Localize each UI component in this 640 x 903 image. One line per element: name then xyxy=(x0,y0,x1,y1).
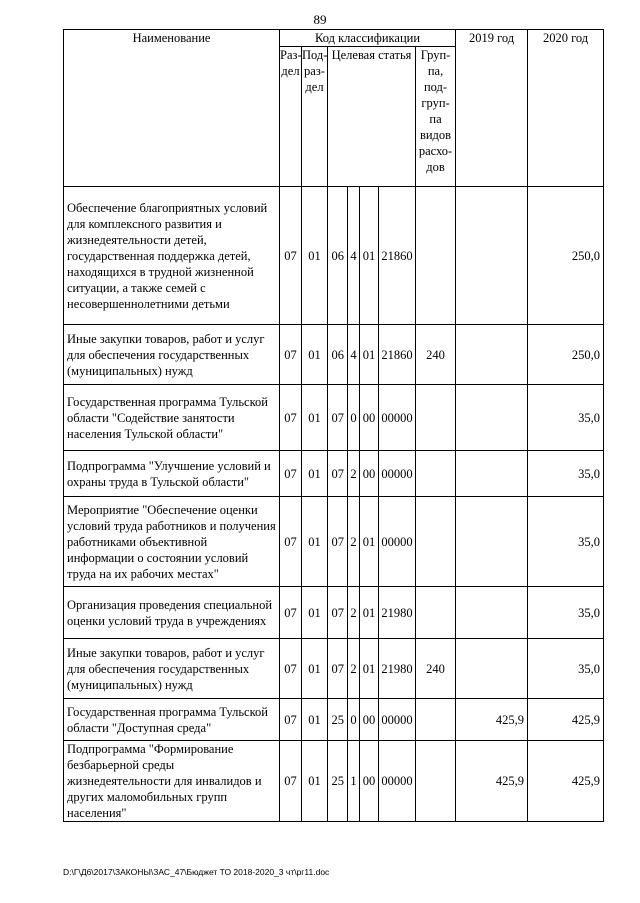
row-name: Государственная программа Тульской области "Содействие занятости населения Тульской области" xyxy=(64,385,280,451)
row-podrazdel: 01 xyxy=(302,741,328,822)
row-celevaya-direction: 21860 xyxy=(379,187,416,325)
row-podrazdel: 01 xyxy=(302,187,328,325)
row-value-2019: 425,9 xyxy=(456,741,528,822)
row-vid-rashodov xyxy=(416,587,456,639)
row-value-2020: 250,0 xyxy=(528,325,604,385)
row-celevaya-program: 06 xyxy=(328,187,348,325)
row-value-2019 xyxy=(456,325,528,385)
row-celevaya-event: 00 xyxy=(360,385,379,451)
table-row xyxy=(64,699,604,741)
row-value-2020: 35,0 xyxy=(528,497,604,587)
row-celevaya-direction: 00000 xyxy=(379,385,416,451)
row-vid-rashodov xyxy=(416,497,456,587)
row-value-2020: 425,9 xyxy=(528,741,604,822)
row-celevaya-subprogram: 4 xyxy=(348,325,360,385)
row-name: Иные закупки товаров, работ и услуг для обеспечения государственных (муниципальных) нужд xyxy=(64,325,280,385)
row-name: Мероприятие "Обеспечение оценки условий труда работников и получения работниками объективной информации о состоянии условий труда на их рабочих местах" xyxy=(64,497,280,587)
row-celevaya-event: 01 xyxy=(360,325,379,385)
row-name: Организация проведения специальной оценки условий труда в учреждениях xyxy=(64,587,280,639)
row-celevaya-direction: 21980 xyxy=(379,639,416,699)
row-value-2019 xyxy=(456,497,528,587)
row-celevaya-direction: 00000 xyxy=(379,497,416,587)
header-celevaya-statya: Целевая статья xyxy=(328,47,416,187)
row-podrazdel: 01 xyxy=(302,699,328,741)
row-celevaya-subprogram: 2 xyxy=(348,587,360,639)
row-name: Иные закупки товаров, работ и услуг для обеспечения государственных (муниципальных) нужд xyxy=(64,639,280,699)
row-razdel: 07 xyxy=(280,497,302,587)
row-celevaya-subprogram: 1 xyxy=(348,741,360,822)
row-celevaya-direction: 21860 xyxy=(379,325,416,385)
row-name: Подпрограмма "Формирование безбарьерной среды жизнедеятельности для инвалидов и других маломобильных групп населения" xyxy=(64,741,280,822)
row-name: Государственная программа Тульской области "Доступная среда" xyxy=(64,699,280,741)
row-celevaya-event: 01 xyxy=(360,497,379,587)
row-name: Подпрограмма "Улучшение условий и охраны труда в Тульской области" xyxy=(64,451,280,497)
row-celevaya-direction: 21980 xyxy=(379,587,416,639)
row-vid-rashodov xyxy=(416,699,456,741)
row-celevaya-event: 01 xyxy=(360,187,379,325)
table-row xyxy=(64,451,604,497)
row-celevaya-event: 01 xyxy=(360,639,379,699)
budget-table xyxy=(63,29,604,822)
row-name: Обеспечение благоприятных условий для комплексного развития и жизнедеятельности детей, государственная поддержка детей, находящихся в трудной жизненной ситуации, а также семей с несовершеннолетними детьми xyxy=(64,187,280,325)
row-value-2020: 250,0 xyxy=(528,187,604,325)
row-value-2020: 35,0 xyxy=(528,587,604,639)
row-podrazdel: 01 xyxy=(302,385,328,451)
row-razdel: 07 xyxy=(280,385,302,451)
row-celevaya-program: 07 xyxy=(328,385,348,451)
row-celevaya-program: 06 xyxy=(328,325,348,385)
table-body xyxy=(64,187,604,822)
row-vid-rashodov: 240 xyxy=(416,325,456,385)
header-podrazdel: Под-раз-дел xyxy=(302,47,328,187)
row-value-2019 xyxy=(456,187,528,325)
row-celevaya-program: 07 xyxy=(328,639,348,699)
row-value-2019 xyxy=(456,385,528,451)
row-vid-rashodov xyxy=(416,187,456,325)
page-number: 89 xyxy=(313,12,327,27)
row-value-2020: 35,0 xyxy=(528,451,604,497)
row-celevaya-subprogram: 2 xyxy=(348,451,360,497)
table-row xyxy=(64,639,604,699)
row-value-2020: 35,0 xyxy=(528,385,604,451)
row-celevaya-subprogram: 2 xyxy=(348,497,360,587)
table-row xyxy=(64,497,604,587)
row-vid-rashodov: 240 xyxy=(416,639,456,699)
row-razdel: 07 xyxy=(280,451,302,497)
row-celevaya-subprogram: 0 xyxy=(348,385,360,451)
row-vid-rashodov xyxy=(416,741,456,822)
row-podrazdel: 01 xyxy=(302,639,328,699)
row-celevaya-direction: 00000 xyxy=(379,451,416,497)
header-2020: 2020 год xyxy=(528,30,604,187)
row-value-2019 xyxy=(456,451,528,497)
row-celevaya-program: 07 xyxy=(328,451,348,497)
row-value-2019 xyxy=(456,587,528,639)
row-celevaya-direction: 00000 xyxy=(379,699,416,741)
row-celevaya-program: 07 xyxy=(328,587,348,639)
row-celevaya-direction: 00000 xyxy=(379,741,416,822)
row-podrazdel: 01 xyxy=(302,587,328,639)
row-razdel: 07 xyxy=(280,639,302,699)
row-podrazdel: 01 xyxy=(302,451,328,497)
row-celevaya-subprogram: 0 xyxy=(348,699,360,741)
row-celevaya-event: 00 xyxy=(360,699,379,741)
table-row xyxy=(64,187,604,325)
header-2019: 2019 год xyxy=(456,30,528,187)
row-razdel: 07 xyxy=(280,187,302,325)
table-row xyxy=(64,385,604,451)
row-podrazdel: 01 xyxy=(302,497,328,587)
row-value-2020: 425,9 xyxy=(528,699,604,741)
row-vid-rashodov xyxy=(416,451,456,497)
row-celevaya-event: 00 xyxy=(360,451,379,497)
row-razdel: 07 xyxy=(280,587,302,639)
file-path-footer: D:\Г\Д6\2017\ЗАКОНЫ\ЗАС_47\Бюджет ТО 2018-2020_3 чт\рг11.doc xyxy=(63,867,330,877)
row-razdel: 07 xyxy=(280,325,302,385)
table-row xyxy=(64,325,604,385)
table-row xyxy=(64,587,604,639)
row-value-2020: 35,0 xyxy=(528,639,604,699)
row-podrazdel: 01 xyxy=(302,325,328,385)
row-celevaya-event: 01 xyxy=(360,587,379,639)
row-razdel: 07 xyxy=(280,741,302,822)
header-razdel: Раз-дел xyxy=(280,47,302,187)
row-celevaya-subprogram: 2 xyxy=(348,639,360,699)
header-gruppa-vidov-rashodov: Груп-па, под-груп-па видов расхо-дов xyxy=(416,47,456,187)
row-celevaya-program: 25 xyxy=(328,699,348,741)
row-celevaya-program: 25 xyxy=(328,741,348,822)
row-vid-rashodov xyxy=(416,385,456,451)
row-value-2019: 425,9 xyxy=(456,699,528,741)
header-code-group: Код классификации xyxy=(280,30,456,47)
row-value-2019 xyxy=(456,639,528,699)
table-row xyxy=(64,741,604,822)
header-name: Наименование xyxy=(64,30,280,187)
row-celevaya-program: 07 xyxy=(328,497,348,587)
row-razdel: 07 xyxy=(280,699,302,741)
row-celevaya-event: 00 xyxy=(360,741,379,822)
row-celevaya-subprogram: 4 xyxy=(348,187,360,325)
